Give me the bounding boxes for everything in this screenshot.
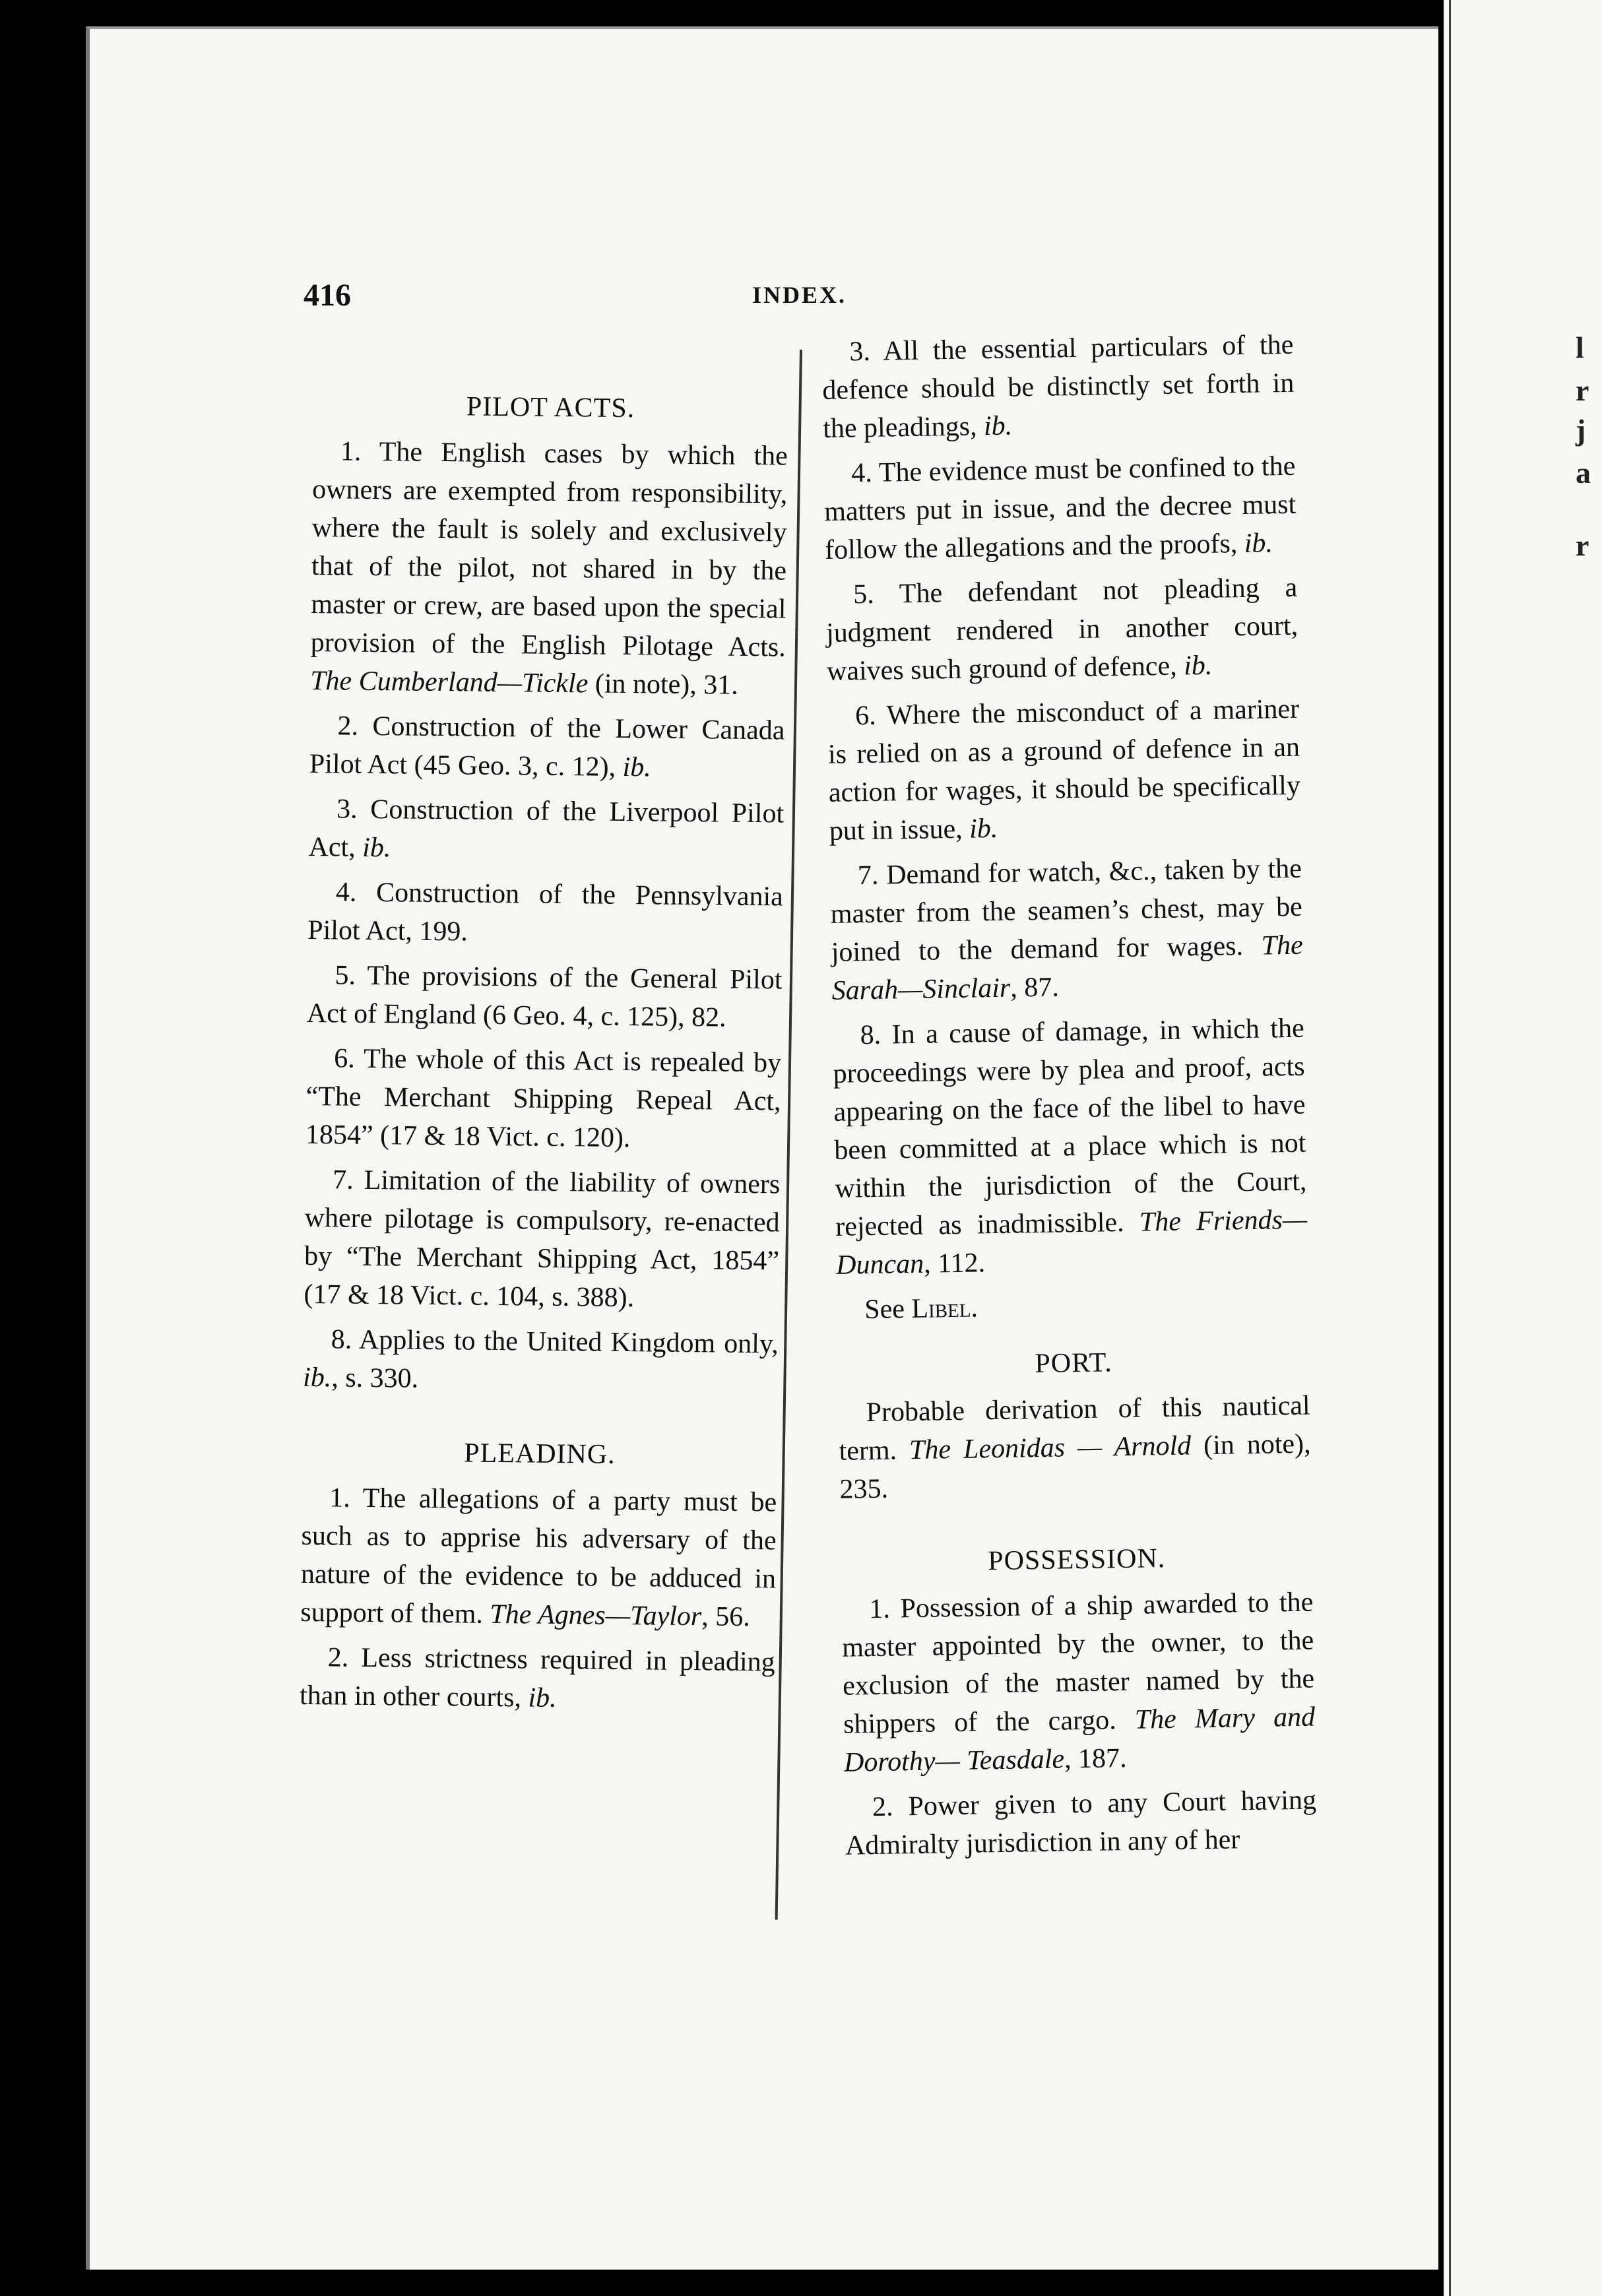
index-entry: 1. The allegations of a party must be such as to apprise his adversary of the nature of the evidence to be adduced in support of them. The Agnes—Taylor, 56.: [300, 1483, 777, 1633]
index-entry: 6. The whole of this Act is repealed by “The Merchant Shipping Repeal Act, 1854” (17 & 18 Vict. c. 120).: [305, 1043, 782, 1154]
cross-reference-target: Libel.: [911, 1292, 978, 1325]
cross-reference: See Libel.: [864, 1292, 978, 1325]
index-entry: 5. The provisions of the General Pilot Act of England (6 Geo. 4, c. 125), 82.: [306, 960, 783, 1033]
index-entry: 2. Less strictness required in pleading than in other courts, ib.: [299, 1642, 775, 1713]
case-citation: The Cumberland—Tickle: [309, 665, 589, 699]
right-column: [821, 326, 1318, 1872]
index-entry: 4. Construction of the Pennsylvania Pilot Act, 199.: [307, 877, 784, 947]
case-citation: ib.: [622, 751, 652, 783]
index-entry: 8. In a cause of damage, in which the proceedings were by plea and proof, acts appearing on the face of the libel to have been committed at a place which is not within the jurisdiction of the Court, rejected as inadmissible. The Friends—Duncan, 112.: [833, 1013, 1308, 1281]
case-citation: The Leonidas — Arnold: [909, 1430, 1192, 1466]
page-gutter-line: [1449, 0, 1451, 2296]
case-citation: ib.: [362, 832, 391, 864]
index-entry: 7. Limitation of the liability of owners where pilotage is compulsory, re-enacted by “The Merchant Shipping Act, 1854” (17 & 18 Vict. c. 104, s. 388).: [304, 1164, 781, 1314]
section-heading-pilot-acts: PILOT ACTS.: [466, 391, 635, 424]
adjacent-page-fragment: r: [1576, 528, 1589, 562]
adjacent-page-fragment: j: [1576, 413, 1586, 447]
running-head: INDEX.: [752, 282, 847, 308]
page-number: 416: [304, 278, 351, 313]
left-column: [300, 379, 788, 1726]
case-citation: ib.: [1244, 528, 1273, 559]
adjacent-page-fragment: a: [1576, 456, 1591, 490]
adjacent-page-edge: [1444, 0, 1602, 2296]
case-citation: ib.: [1183, 650, 1213, 682]
case-citation: The Agnes—Taylor: [490, 1599, 702, 1632]
index-entry: 5. The defendant not pleading a judgment rendered in another court, waives such ground of defence, ib.: [825, 572, 1298, 687]
case-citation: The Mary and Dorothy— Teasdale: [843, 1702, 1316, 1778]
case-citation: ib.: [528, 1682, 557, 1713]
index-entry: 2. Power given to any Court having Admiralty jurisdiction in any of her: [845, 1785, 1317, 1861]
index-entry: 3. All the essential particulars of the defence should be distinctly set forth in the pleadings, ib.: [822, 329, 1295, 444]
case-citation: ib.: [983, 410, 1013, 442]
case-citation: The Sarah—Sinclair: [831, 930, 1304, 1006]
index-entry: 2. Construction of the Lower Canada Pilot Act (45 Geo. 3, c. 12), ib.: [309, 711, 785, 783]
section-heading-port: PORT.: [1035, 1347, 1113, 1380]
case-citation: ib.: [302, 1362, 332, 1393]
index-entry: 4. The evidence must be confined to the matters put in issue, and the decree must follow the allegations and the proofs, ib.: [823, 451, 1297, 565]
section-heading-possession: POSSESSION.: [987, 1543, 1166, 1577]
index-entry: 7. Demand for watch, &c., taken by the master from the seamen’s chest, may be joined to the demand for wages. The Sarah—Sinclair, 87.: [830, 853, 1304, 1006]
index-entry: 3. Construction of the Liverpool Pilot Act, ib.: [308, 794, 785, 864]
index-entry: Probable derivation of this nautical term. The Leonidas — Arnold (in note), 235.: [839, 1390, 1311, 1505]
index-entry: 1. Possession of a ship awarded to the master appointed by the owner, to the exclusion of the master named by the shippers of the cargo. The Mary and Dorothy— Teasdale, 187.: [841, 1587, 1316, 1778]
case-citation: The Friends—Duncan: [835, 1204, 1308, 1281]
section-heading-pleading: PLEADING.: [463, 1438, 616, 1470]
index-entry: 8. Applies to the United Kingdom only, ib., s. 330.: [302, 1324, 779, 1394]
adjacent-page-fragment: l: [1576, 331, 1584, 364]
index-entry: 1. The English cases by which the owners are exempted from responsibility, where the fault is solely and exclusively that of the pilot, not shared in by the master or crew, are based upon the special provision of the English Pilotage Acts. The Cumberland—Tickle (in note), 31.: [309, 436, 788, 701]
page-header: [304, 277, 1326, 323]
adjacent-page-fragment: r: [1576, 373, 1589, 407]
case-citation: ib.: [969, 813, 998, 845]
index-entry: 6. Where the misconduct of a mariner is relied on as a ground of defence in an action for wages, it should be specifically put in issue, ib.: [827, 693, 1301, 846]
